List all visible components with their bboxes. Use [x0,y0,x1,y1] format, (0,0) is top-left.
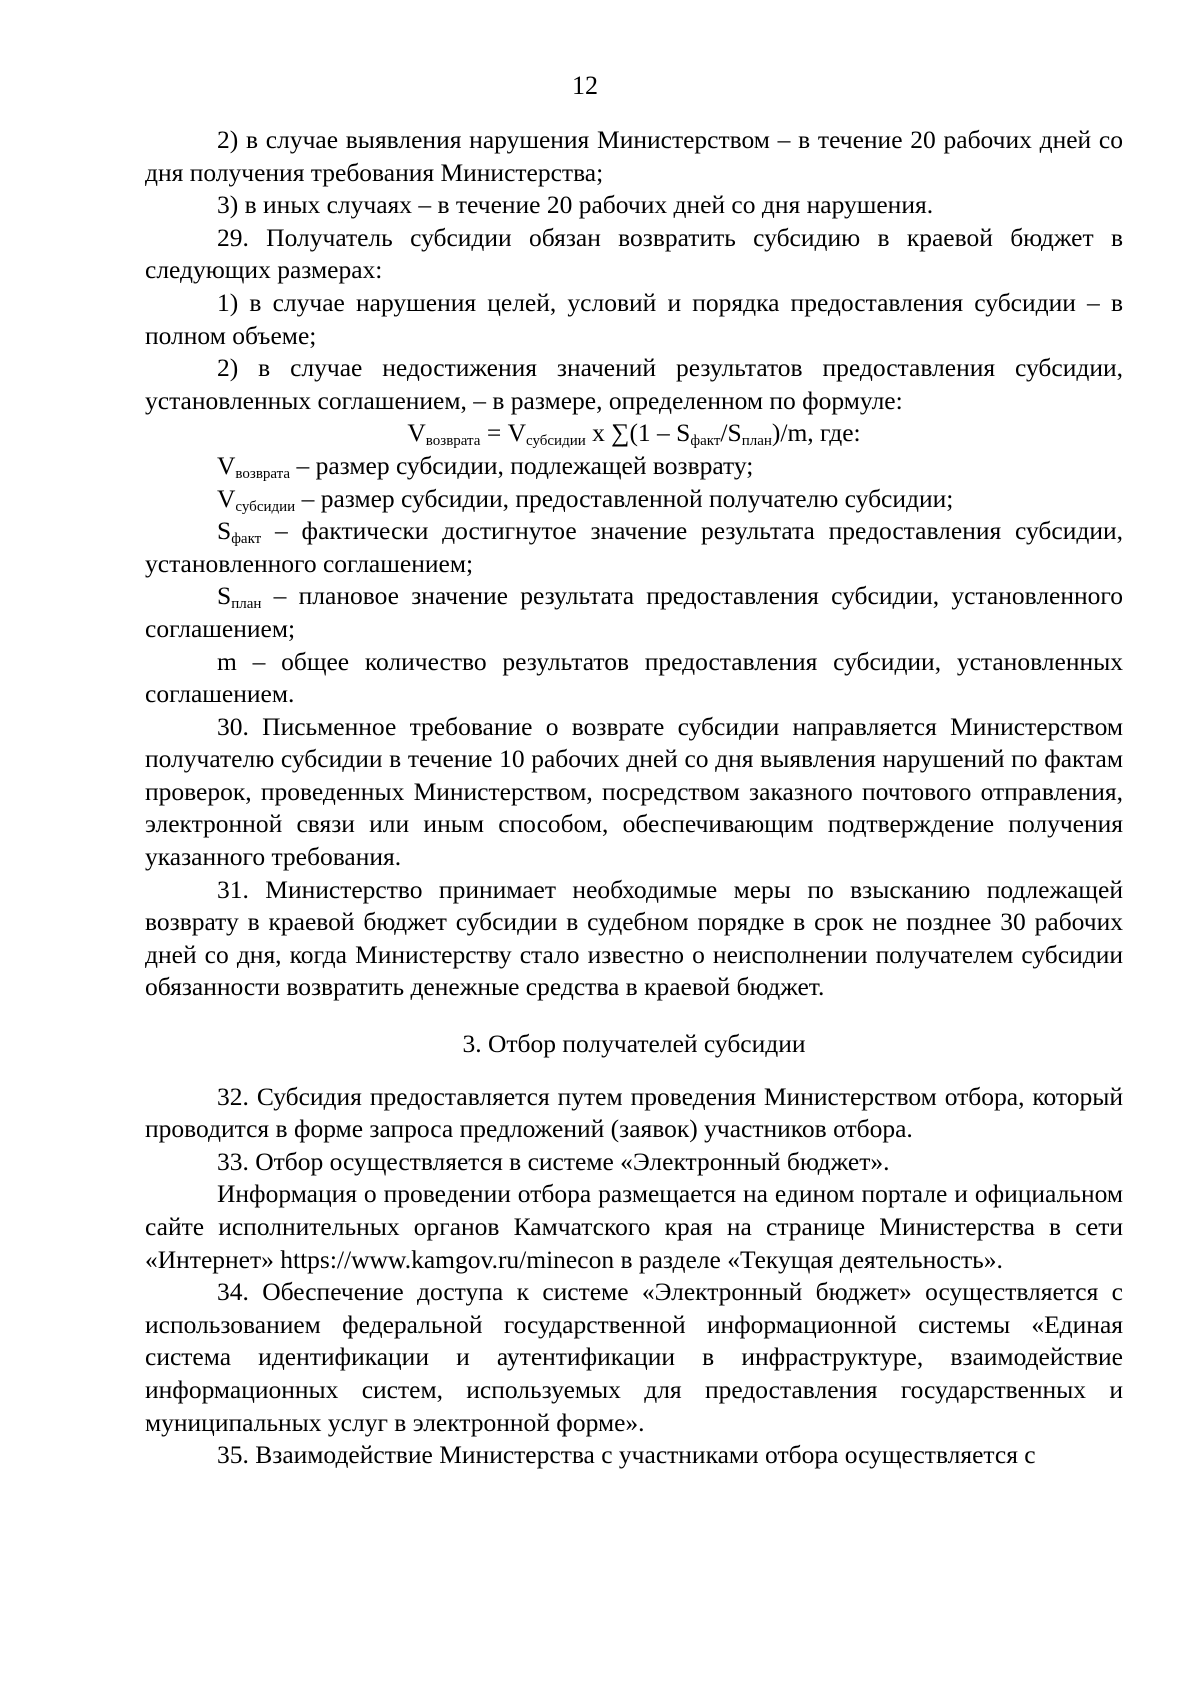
definition-symbol: V [217,483,236,513]
document-body [145,124,1123,1472]
definition-text: – фактически достигнутое значение результата предоставления субсидии, установленного соглашением; [145,516,1123,578]
definition-s-plan [145,580,1123,645]
paragraph-30: 30. Письменное требование о возврате субсидии направляется Министерством получателю субсидии в течение 10 рабочих дней со дня выявления нарушений по фактам проверок, проведенных Министерством, посредством заказного почтового отправления, электронной связи или иным способом, обеспечивающим подтверждение получения указанного требования. [145,711,1123,872]
paragraph-29-2: 2) в случае недостижения значений результатов предоставления субсидии, установленных соглашением, – в размере, определенном по формуле: [145,353,1123,415]
definition-text: – размер субсидии, подлежащей возврату; [290,450,754,480]
formula-part: x ∑(1 – S [585,418,691,448]
refund-formula [145,417,1123,450]
formula-subscript: субсидии [526,433,586,450]
definition-text: – общее количество результатов предоставления субсидии, установленных соглашением. [145,646,1123,709]
definition-m [145,646,1123,711]
formula-part: /S [720,418,742,448]
definition-text: – размер субсидии, предоставленной получателю субсидии; [295,483,954,513]
paragraph-35: 35. Взаимодействие Министерства с участниками отбора осуществляется с [217,1440,1036,1470]
definition-symbol: S [217,581,232,611]
definition-subscript: план [231,596,262,613]
paragraph-29-1: 1) в случае нарушения целей, условий и порядка предоставления субсидии – в полном объеме; [145,287,1123,350]
paragraph-33-info: Информация о проведении отбора размещается на едином портале и официальном сайте исполнительных органов Камчатского края на странице Министерства в сети «Интернет» https://www.kamgov.ru/minecon в разделе «Текущая деятельность». [145,1179,1123,1274]
definition-subscript: факт [231,531,262,548]
paragraph-32: 32. Субсидия предоставляется путем проведения Министерством отбора, который проводится в форме запроса предложений (заявок) участников отбора. [145,1081,1123,1144]
paragraph-31: 31. Министерство принимает необходимые меры по взысканию подлежащей возврату в краевой бюджет субсидии в судебном порядке в срок не позднее 30 рабочих дней со дня, когда Министерству стало известно о неисполнении получателем субсидии обязанности возвратить денежные средства в краевой бюджет. [145,874,1123,1002]
paragraph-29: 29. Получатель субсидии обязан возвратить субсидию в краевой бюджет в следующих размерах: [145,222,1123,285]
paragraph-28-3: 3) в иных случаях – в течение 20 рабочих дней со дня нарушения. [217,190,934,220]
formula-subscript: возврата [425,433,481,450]
paragraph-34: 34. Обеспечение доступа к системе «Электронный бюджет» осуществляется с использованием федеральной государственной информационной системы «Единая система идентификации и аутентификации в инфраструктуре, взаимодействие информационных систем, используемых для предоставления государственных и муниципальных услуг в электронной форме». [145,1277,1123,1437]
page-number: 12 [572,71,598,100]
section-3-heading: 3. Отбор получателей субсидии [462,1029,806,1059]
paragraph-28-2: 2) в случае выявления нарушения Министерством – в течение 20 рабочих дней со дня получения требования Министерства; [145,125,1123,187]
definition-symbol: V [217,450,236,480]
definition-s-fact [145,515,1123,580]
definition-symbol: m [217,646,237,676]
formula-part: )/m, где: [771,418,861,448]
formula-subscript: план [741,433,772,450]
formula-subscript: факт [690,433,721,450]
paragraph-33: 33. Отбор осуществляется в системе «Электронный бюджет». [217,1146,890,1176]
formula-part: = V [480,418,526,448]
definition-subscript: возврата [235,465,291,482]
definition-v-subsidy [145,483,1123,516]
definition-text: – плановое значение результата предоставления субсидии, установленного соглашением; [145,581,1123,643]
definition-subscript: субсидии [235,498,296,515]
definition-symbol: S [217,516,232,546]
formula-part: V [407,418,426,448]
definition-v-refund [145,450,1123,483]
